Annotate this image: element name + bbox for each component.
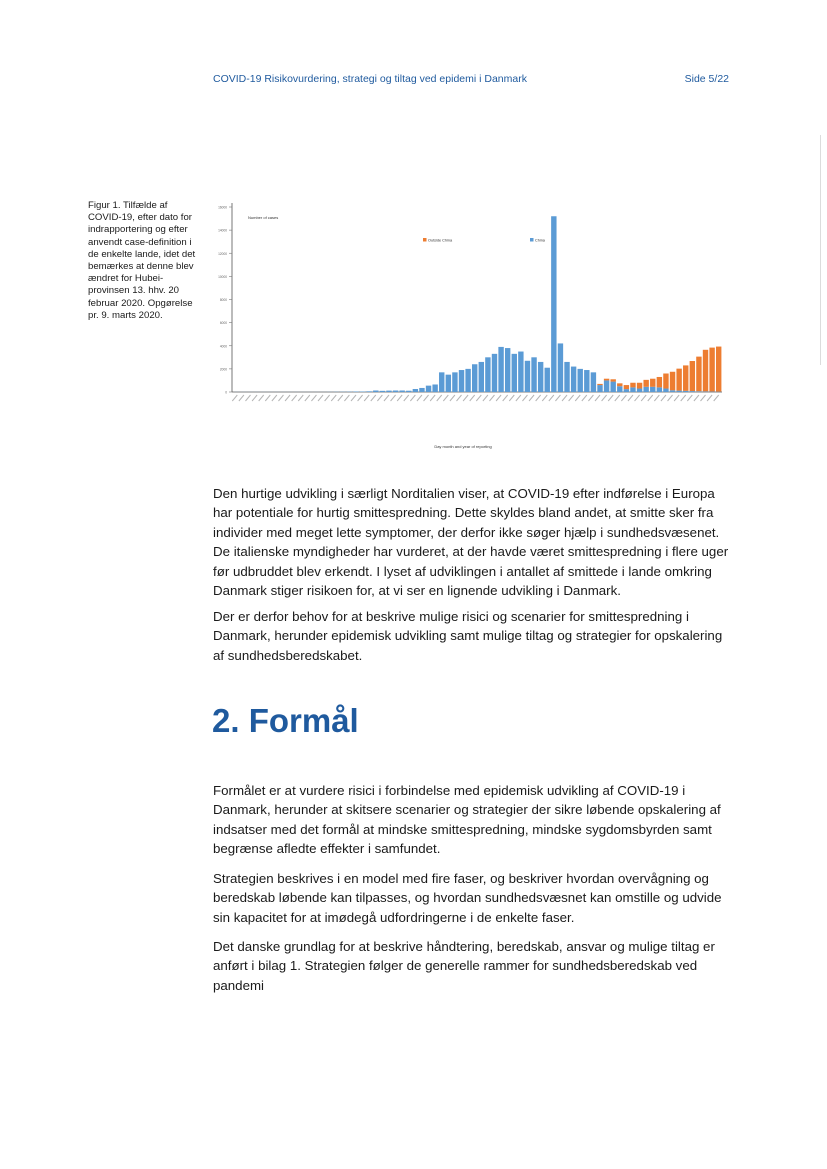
page-number: Side 5/22 <box>684 73 729 85</box>
x-tick-label-mark <box>483 395 488 401</box>
bar-china <box>676 391 681 392</box>
bar-china <box>426 386 431 392</box>
bar-outside-china <box>597 384 602 385</box>
paragraph-4: Strategien beskrives i en model med fire faser, og beskriver hvordan overvågning og beredskab løbende kan tilpasses, og hvordan sundhedsvæsnet kan omstille og udvide sin kapacitet for at imødegå udfordringerne i de enkelte faser. <box>213 871 722 925</box>
x-tick-label-mark <box>661 395 666 401</box>
x-tick-label-mark <box>681 395 686 401</box>
bar-outside-china <box>670 372 675 391</box>
x-tick-label-mark <box>529 395 534 401</box>
x-tick-label-mark <box>424 395 429 401</box>
x-tick-label-mark <box>615 395 620 401</box>
x-tick-label-mark <box>602 395 607 401</box>
bar-china <box>597 385 602 392</box>
x-tick-label-mark <box>522 395 527 401</box>
x-tick-label-mark <box>311 395 316 401</box>
paragraph-2: Der er derfor behov for at beskrive mulige risici og scenarier for smittespredning i Danmark, herunder epidemisk udvikling samt mulige tiltag og strategier for opskalering af sundhedsberedskabet. <box>213 609 723 663</box>
x-tick-label-mark <box>457 395 462 401</box>
bar-china <box>413 389 418 392</box>
x-tick-label-mark <box>331 395 336 401</box>
bar-china <box>610 382 615 392</box>
bar-china <box>518 352 523 392</box>
x-tick-label-mark <box>621 395 626 401</box>
x-tick-label-mark <box>377 395 382 401</box>
x-tick-label-mark <box>562 395 567 401</box>
y-tick-label: 10000 <box>218 274 227 279</box>
x-tick-label-mark <box>410 395 415 401</box>
x-tick-label-mark <box>252 395 257 401</box>
y-axis-label: Number of cases <box>248 215 279 220</box>
paragraph-1: Den hurtige udvikling i særligt Norditalien viser, at COVID-19 efter indførelse i Europa har potentiale for hurtig smittespredning. Dette skyldes bland andet, at smitte sker fra individer med meget lette symptomer, der derfor ikke søger hjælp i sundhedsvæsenet. De italienske myndigheder har vurderet, at der havde været smittespredning i flere uger før udbruddet blev erkendt. I lyset af udviklingen i antallet af smittede i lande omkring Danmark stiger risikoen for, at vi ser en lignende udvikling i Danmark. <box>213 486 729 599</box>
bar-china <box>545 368 550 392</box>
x-tick-label-mark <box>325 395 330 401</box>
x-tick-label-mark <box>292 395 297 401</box>
bar-china <box>657 387 662 392</box>
bar-china <box>512 354 517 392</box>
x-tick-label-mark <box>358 395 363 401</box>
bar-china <box>498 347 503 392</box>
bar-outside-china <box>683 365 688 390</box>
x-tick-label-mark <box>278 395 283 401</box>
bar-china <box>617 386 622 392</box>
y-tick-label: 0 <box>225 390 227 395</box>
x-tick-label-mark <box>509 395 514 401</box>
x-tick-label-mark <box>397 395 402 401</box>
x-tick-label-mark <box>496 395 501 401</box>
x-tick-label-mark <box>298 395 303 401</box>
bar-china <box>459 370 464 392</box>
y-tick-label: 4000 <box>219 344 227 349</box>
bar-china <box>386 391 391 392</box>
bar-china <box>630 387 635 392</box>
x-tick-label-mark <box>470 395 475 401</box>
bar-china <box>696 391 701 392</box>
bar-outside-china <box>676 369 681 391</box>
legend-swatch <box>530 238 534 242</box>
x-tick-label-mark <box>259 395 264 401</box>
x-tick-label-mark <box>595 395 600 401</box>
x-tick-label-mark <box>714 395 719 401</box>
x-tick-label-mark <box>668 395 673 401</box>
x-tick-label-mark <box>437 395 442 401</box>
header-title: COVID-19 Risikovurdering, strategi og tiltag ved epidemi i Danmark <box>213 73 527 85</box>
x-tick-label-mark <box>674 395 679 401</box>
x-tick-label-mark <box>555 395 560 401</box>
x-tick-label-mark <box>272 395 277 401</box>
bar-china <box>591 372 596 392</box>
bar-outside-china <box>637 383 642 389</box>
bar-china <box>446 375 451 392</box>
bar-outside-china <box>657 377 662 387</box>
bar-china <box>584 370 589 392</box>
bar-china <box>439 372 444 392</box>
x-tick-label-mark <box>628 395 633 401</box>
bar-outside-china <box>624 385 629 389</box>
paragraph-3: Formålet er at vurdere risici i forbindelse med epidemisk udvikling af COVID-19 i Danmark, herunder at skitsere scenarier og strategier der sikre løbende opskalering af indsatser med det formål at mindske smittespredning, mindske sygdomsbyrden samt begrænse afledte effekter i samfundet. <box>213 783 721 857</box>
x-tick-label-mark <box>582 395 587 401</box>
x-tick-label-mark <box>694 395 699 401</box>
bar-outside-china <box>703 350 708 392</box>
bar-china <box>373 390 378 392</box>
bar-outside-china <box>716 347 721 392</box>
bar-china <box>558 343 563 392</box>
bar-china <box>564 362 569 392</box>
bar-china <box>637 389 642 392</box>
bar-china <box>624 389 629 392</box>
x-tick-label-mark <box>648 395 653 401</box>
bar-china <box>479 362 484 392</box>
x-tick-label-mark <box>476 395 481 401</box>
x-tick-label-mark <box>265 395 270 401</box>
bar-outside-china <box>610 379 615 381</box>
bar-outside-china <box>696 357 701 392</box>
page-header <box>213 73 729 85</box>
bar-china <box>366 391 371 392</box>
x-tick-label-mark <box>285 395 290 401</box>
y-tick-label: 16000 <box>218 205 227 210</box>
legend-swatch <box>423 238 427 242</box>
bar-china <box>571 367 576 392</box>
x-tick-label-mark <box>318 395 323 401</box>
x-tick-label-mark <box>542 395 547 401</box>
x-tick-label-mark <box>463 395 468 401</box>
bar-china <box>531 357 536 392</box>
legend-label: Outside China <box>428 238 453 243</box>
x-tick-label-mark <box>232 395 237 401</box>
x-tick-label-mark <box>391 395 396 401</box>
x-tick-label-mark <box>430 395 435 401</box>
bar-china <box>578 369 583 392</box>
x-tick-label-mark <box>707 395 712 401</box>
bar-china <box>452 372 457 392</box>
bar-china <box>643 387 648 392</box>
bar-china <box>683 391 688 392</box>
bar-china <box>393 390 398 392</box>
bar-china <box>419 388 424 392</box>
bar-china <box>538 362 543 392</box>
x-tick-label-mark <box>588 395 593 401</box>
bar-china <box>380 391 385 392</box>
bar-china <box>663 389 668 392</box>
x-tick-label-mark <box>569 395 574 401</box>
bar-outside-china <box>604 379 609 381</box>
x-tick-label-mark <box>351 395 356 401</box>
x-tick-label-mark <box>687 395 692 401</box>
x-tick-label-mark <box>338 395 343 401</box>
bar-outside-china <box>617 383 622 386</box>
bar-outside-china <box>709 348 714 392</box>
bar-china <box>472 364 477 392</box>
bar-china <box>432 384 437 392</box>
x-tick-label-mark <box>608 395 613 401</box>
bar-outside-china <box>650 379 655 387</box>
bar-china <box>492 354 497 392</box>
x-tick-label-mark <box>635 395 640 401</box>
bar-china <box>703 391 708 392</box>
x-tick-label-mark <box>450 395 455 401</box>
bar-outside-china <box>690 361 695 391</box>
legend-label: China <box>535 238 545 243</box>
x-tick-label-mark <box>443 395 448 401</box>
x-tick-label-mark <box>549 395 554 401</box>
paragraph-5: Det danske grundlag for at beskrive håndtering, beredskab, ansvar og mulige tiltag er anført i bilag 1. Strategien følger de generelle rammer for sundhedsberedskab ved pandemi <box>213 939 715 993</box>
x-tick-label-mark <box>701 395 706 401</box>
x-tick-label-mark <box>516 395 521 401</box>
x-tick-label-mark <box>371 395 376 401</box>
bar-outside-china <box>630 383 635 388</box>
figure-caption: Figur 1. Tilfælde af COVID-19, efter dato for indrapportering og efter anvendt case-definition i de enkelte lande, idet det bemærkes at denne blev ændret for Hubei-provinsen 13. hhv. 20 februar 2020. Opgørelse pr. 9. marts 2020. <box>88 200 196 321</box>
bar-outside-china <box>663 374 668 389</box>
cases-chart-svg <box>210 195 730 460</box>
x-tick-label-mark <box>641 395 646 401</box>
section-heading: 2. Formål <box>212 702 359 739</box>
x-tick-label-mark <box>239 395 244 401</box>
cases-chart <box>210 195 730 460</box>
x-tick-label-mark <box>654 395 659 401</box>
x-tick-label-mark <box>384 395 389 401</box>
bar-china <box>670 390 675 392</box>
x-tick-label-mark <box>536 395 541 401</box>
bar-china <box>551 216 556 392</box>
x-tick-label-mark <box>364 395 369 401</box>
bar-china <box>604 380 609 392</box>
x-tick-label-mark <box>344 395 349 401</box>
bar-china <box>406 391 411 392</box>
bar-china <box>525 361 530 392</box>
y-tick-label: 14000 <box>218 228 227 233</box>
bar-outside-china <box>643 380 648 387</box>
x-tick-label-mark <box>417 395 422 401</box>
x-tick-label-mark <box>245 395 250 401</box>
x-tick-label-mark <box>305 395 310 401</box>
bar-china <box>690 391 695 392</box>
y-tick-label: 12000 <box>218 251 227 256</box>
y-tick-label: 6000 <box>219 321 227 326</box>
bar-china <box>650 387 655 392</box>
scan-edge-mark <box>820 135 821 365</box>
bar-china <box>505 348 510 392</box>
x-tick-label-mark <box>503 395 508 401</box>
y-tick-label: 8000 <box>219 298 227 302</box>
x-tick-label-mark <box>575 395 580 401</box>
x-tick-label-mark <box>489 395 494 401</box>
bar-china <box>465 369 470 392</box>
y-tick-label: 2000 <box>219 367 227 372</box>
bar-china <box>399 390 404 392</box>
x-tick-label-mark <box>404 395 409 401</box>
x-axis-label: Day month and year of reporting <box>434 444 492 449</box>
bar-china <box>485 357 490 392</box>
